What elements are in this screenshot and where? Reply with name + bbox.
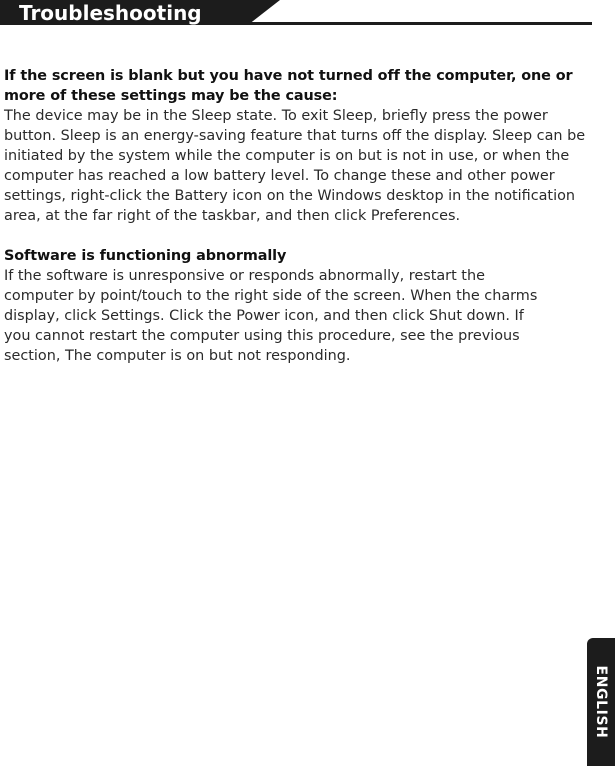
page-title: Troubleshooting bbox=[19, 1, 202, 25]
section-heading bbox=[4, 246, 596, 266]
body-line: computer by point/touch to the right side of the screen. When the charms bbox=[4, 288, 538, 304]
body-line: display, click Settings. Click the Power icon, and then click Shut down. If bbox=[4, 308, 524, 324]
language-label: ENGLISH bbox=[593, 665, 609, 739]
body-line: If the software is unresponsive or responds abnormally, restart the bbox=[4, 268, 485, 284]
section-blank-screen bbox=[4, 66, 596, 226]
heading-line: If the screen is blank but you have not turned off the computer, one or bbox=[4, 68, 573, 84]
body-line: area, at the far right of the taskbar, and then click Preferences. bbox=[4, 208, 461, 224]
body-line: button. Sleep is an energy-saving feature that turns off the display. Sleep can be bbox=[4, 128, 586, 144]
body-line: you cannot restart the computer using this procedure, see the previous bbox=[4, 328, 520, 344]
section-body bbox=[4, 266, 596, 366]
body-line: computer has reached a low battery level. To change these and other power bbox=[4, 168, 555, 184]
document-content bbox=[4, 66, 596, 366]
page-header bbox=[0, 0, 615, 26]
body-line: The device may be in the Sleep state. To exit Sleep, briefly press the power bbox=[4, 108, 548, 124]
language-side-tab bbox=[587, 638, 615, 766]
body-line: initiated by the system while the computer is on but is not in use, or when the bbox=[4, 148, 570, 164]
heading-line: more of these settings may be the cause: bbox=[4, 88, 338, 104]
section-heading bbox=[4, 66, 596, 106]
body-line: section, The computer is on but not responding. bbox=[4, 348, 351, 364]
section-body bbox=[4, 106, 596, 226]
body-line: settings, right-click the Battery icon on the Windows desktop in the notification bbox=[4, 188, 575, 204]
heading-line: Software is functioning abnormally bbox=[4, 248, 287, 264]
section-software-abnormal bbox=[4, 246, 596, 366]
